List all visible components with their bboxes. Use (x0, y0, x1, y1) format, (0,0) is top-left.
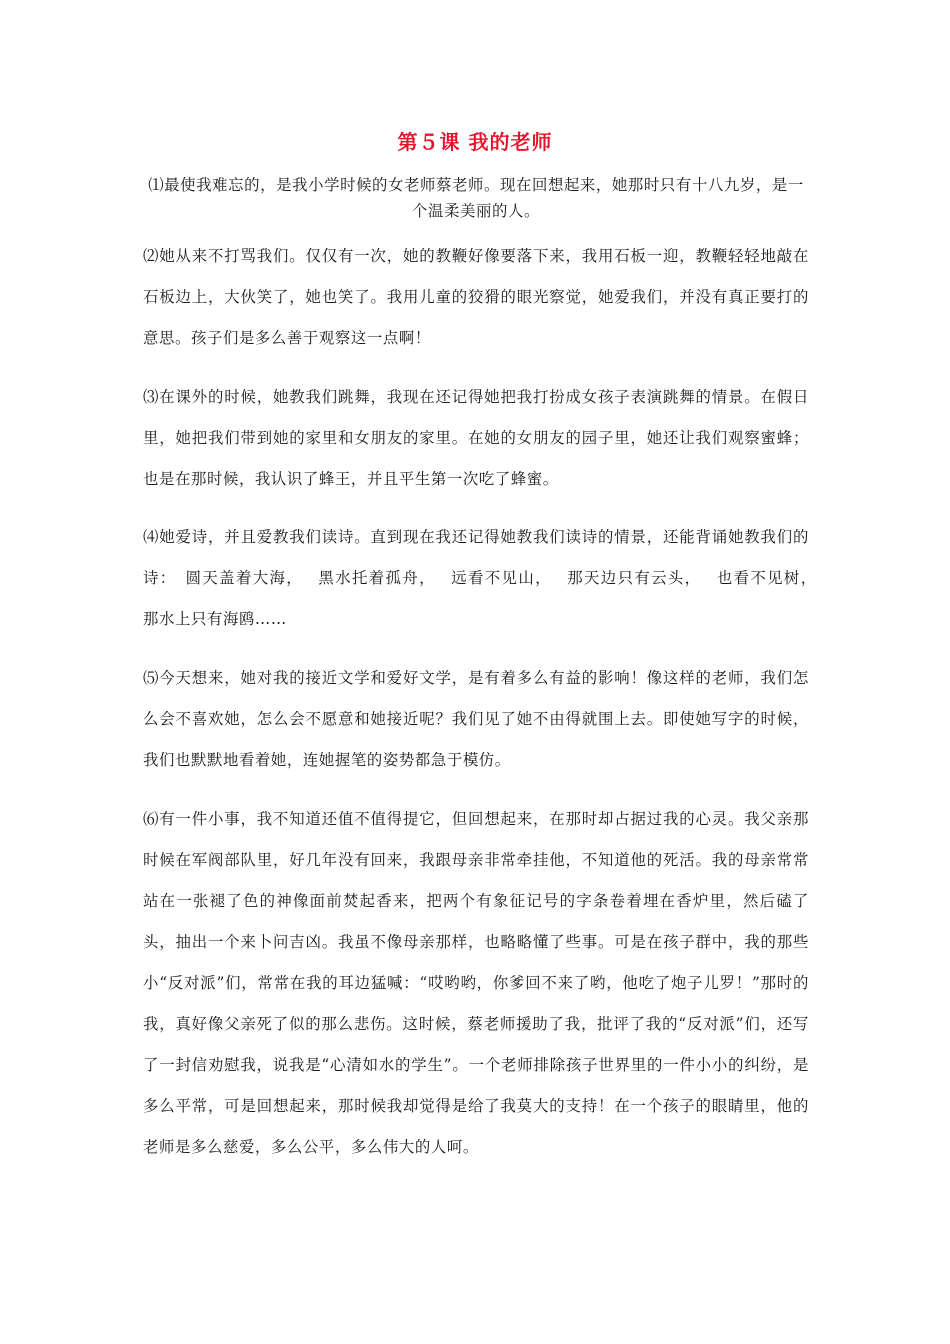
paragraph-6: ⑹有一件小事，我不知道还值不值得提它，但回想起来，在那时却占据过我的心灵。我父亲那时候在军阀部队里，好几年没有回来，我跟母亲非常牵挂他，不知道他的死活。我的母亲常常站在一张褪了色的神像面前焚起香来，把两个有象征记号的字条卷着埋在香炉里，然后磕了头，抽出一个来卜问吉凶。我虽不像母亲那样，也略略懂了些事。可是在孩子群中，我的那些小“反对派”们，常常在我的耳边猛喊：“哎哟哟，你爹回不来了哟，他吃了炮子儿罗！”那时的我，真好像父亲死了似的那么悲伤。这时候，蔡老师援助了我，批评了我的“反对派”们，还写了一封信劝慰我，说我是“心清如水的学生”。一个老师排除孩子世界里的一件小小的纠纷，是多么平常，可是回想起来，那时候我却觉得是给了我莫大的支持！在一个孩子的眼睛里，他的老师是多么慈爱，多么公平，多么伟大的人呵。 (143, 810, 809, 1156)
paragraph-2: ⑵她从来不打骂我们。仅仅有一次，她的教鞭好像要落下来，我用石板一迎，教鞭轻轻地敲在石板边上，大伙笑了，她也笑了。我用儿童的狡猾的眼光察觉，她爱我们，并没有真正要打的意思。孩子们是多么善于观察这一点啊！ (143, 247, 809, 347)
paragraph-1: ⑴最使我难忘的，是我小学时候的女老师蔡老师。现在回想起来，她那时只有十八九岁，是一个温柔美丽的人。 (148, 176, 804, 220)
paragraph-4: ⑷她爱诗，并且爱教我们读诗。直到现在我还记得她教我们读诗的情景，还能背诵她教我们的诗： 圆天盖着大海， 黑水托着孤舟， 远看不见山， 那天边只有云头， 也看不见树， 那水上只有海鸥…… (143, 528, 831, 628)
paragraph-3: ⑶在课外的时候，她教我们跳舞，我现在还记得她把我打扮成女孩子表演跳舞的情景。在假日里，她把我们带到她的家里和女朋友的家里。在她的女朋友的园子里，她还让我们观察蜜蜂；也是在那时候，我认识了蜂王，并且平生第一次吃了蜂蜜。 (143, 388, 809, 488)
paragraph-5: ⑸今天想来，她对我的接近文学和爱好文学，是有着多么有益的影响！像这样的老师，我们怎么会不喜欢她，怎么会不愿意和她接近呢？我们见了她不由得就围上去。即使她写字的时候，我们也默默地看着她，连她握笔的姿势都急于模仿。 (143, 669, 809, 769)
page-title: 第５课 我的老师 (397, 130, 553, 154)
